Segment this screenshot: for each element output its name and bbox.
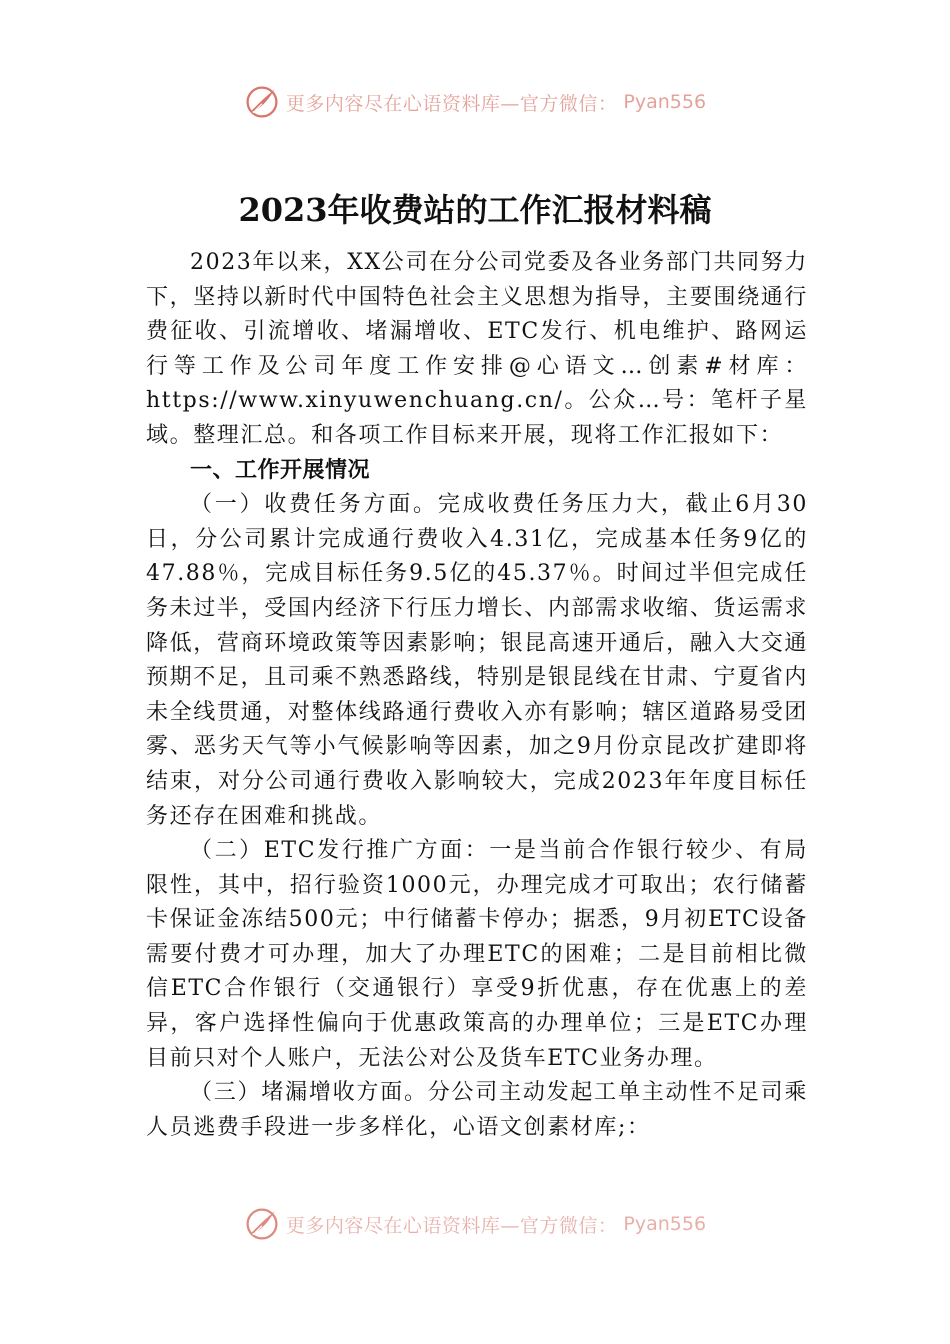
watermark-slogan: 更多内容尽在心语资料库—官方微信： [285, 92, 618, 115]
watermark-wechat-id: Pyan556 [623, 1213, 707, 1235]
paragraph-etc-promotion: （二）ETC发行推广方面：一是当前合作银行较少、有局限性，其中，招行验资1000元，办理完成才可取出；农行储蓄卡保证金冻结500元；中行储蓄卡停办；据悉，9月初ETC设备需要付费才可办理，加大了办理ETC的困难；二是目前相比微信ETC合作银行（交通银行）享受9折优惠，存在优惠上的差异，客户选择性偏向于优惠政策高的办理单位；三是ETC办理目前只对个人账户，无法公对公及货车ETC业务办理。 [146, 838, 808, 1071]
section-heading: 一、工作开展情况 [190, 457, 371, 483]
document-body [146, 246, 808, 1145]
feather-logo-icon [244, 1206, 280, 1242]
paragraph-toll-collection: （一）收费任务方面。完成收费任务压力大，截止6月30日，分公司累计完成通行费收入4.31亿，完成基本任务9亿的47.88％，完成目标任务9.5亿的45.37％。时间过半但完成任务未过半，受国内经济下行压力增长、内部需求收缩、货运需求降低，营商环境政策等因素影响；银昆高速开通后，融入大交通预期不足，且司乘不熟悉路线，特别是银昆线在甘肃、宁夏省内未全线贯通，对整体线路通行费收入亦有影响；辖区道路易受团雾、恶劣天气等小气候影响等因素，加之9月份京昆改扩建即将结束，对分公司通行费收入影响较大，完成2023年年度目标任务还存在困难和挑战。 [146, 492, 808, 829]
document-title: 2023年收费站的工作汇报材料稿 [238, 191, 712, 229]
watermark-slogan: 更多内容尽在心语资料库—官方微信： [285, 1214, 618, 1237]
feather-logo-icon [244, 84, 280, 120]
watermark-wechat-id: Pyan556 [623, 91, 707, 113]
footer-watermark [0, 1204, 950, 1244]
header-watermark [0, 82, 950, 122]
paragraph-leak-plugging: （三）堵漏增收方面。分公司主动发起工单主动性不足司乘人员逃费手段进一步多样化，心语文创素材库;： [146, 1080, 808, 1140]
intro-paragraph: 2023年以来，XX公司在分公司党委及各业务部门共同努力下，坚持以新时代中国特色社会主义思想为指导，主要围绕通行费征收、引流增收、堵漏增收、ETC发行、机电维护、路网运行等工作及公司年度工作安排@心语文…创素#材库：https://www.xinyuwenchuang.cn/。公众…号：笔杆子星域。整理汇总。和各项工作目标来开展，现将工作汇报如下： [146, 250, 808, 448]
